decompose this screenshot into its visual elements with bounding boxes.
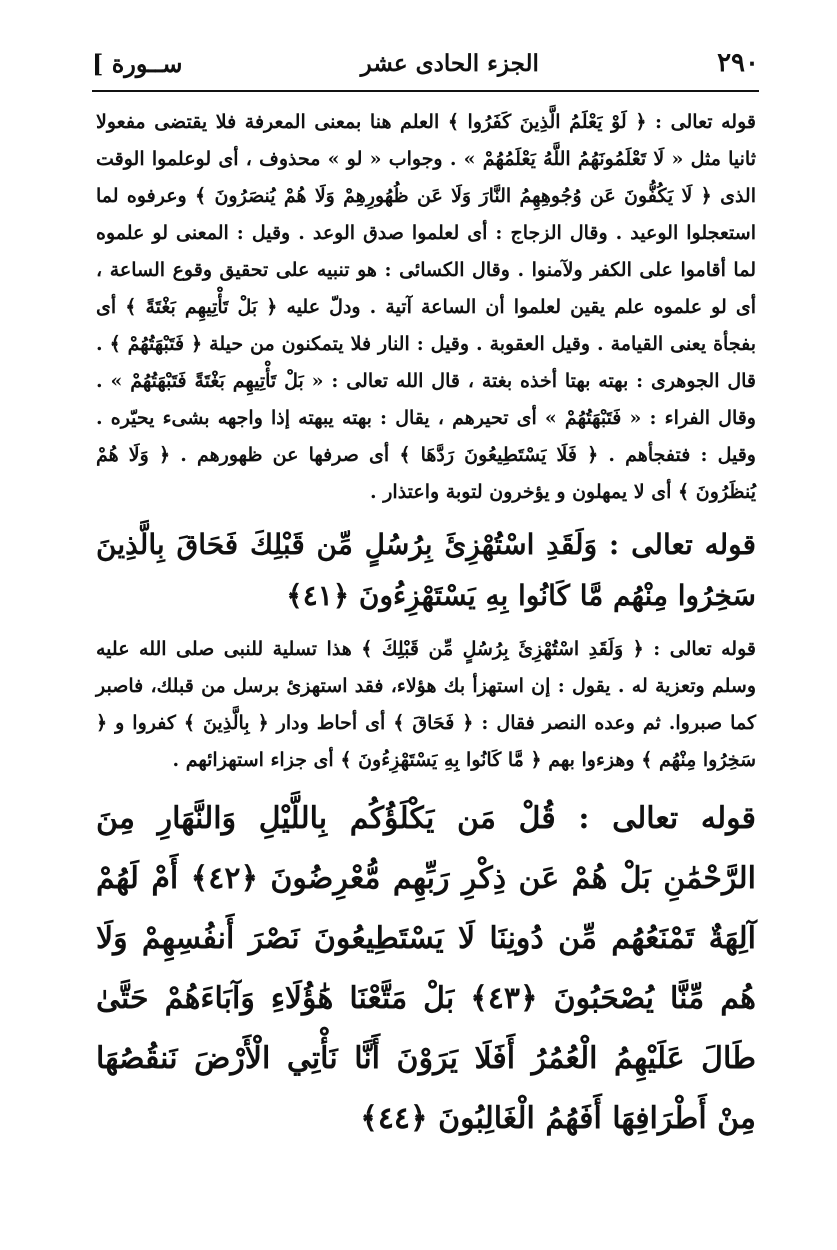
commentary-paragraph: قوله تعالى : ﴿ وَلَقَدِ اسْتُهْزِئَ بِرُسُلٍ مِّن قَبْلِكَ ﴾ هذا تسلية للنبى صلى الله عليه وسلم وتعزية له . يقول : إن استهزأ بك هؤلاء، فقد استهزئ برسل من قبلك، فاصبر كما صبروا. ثم وعده النصر فقال : ﴿ فَحَاقَ ﴾ أى أحاط ودار ﴿ بِالَّذِينَ ﴾ كفروا و ﴿ سَخِرُوا مِنْهُم ﴾ وهزءوا بهم ﴿ مَّا كَانُوا بِهِ يَسْتَهْزِءُونَ ﴾ أى جزاء استهزائهم .: [96, 638, 756, 771]
page-header: [92, 38, 759, 88]
page-number: ٢٩٠: [717, 48, 759, 78]
sura-label: [ ســورة: [92, 48, 183, 78]
verse-paragraph: قوله تعالى : قُلْ مَن يَكْلَؤُكُم بِاللَّيْلِ وَالنَّهَارِ مِنَ الرَّحْمَٰنِ بَلْ هُمْ عَن ذِكْرِ رَبِّهِم مُّعْرِضُونَ ﴿٤٢﴾ أَمْ لَهُمْ آلِهَةٌ تَمْنَعُهُم مِّن دُونِنَا لَا يَسْتَطِيعُونَ نَصْرَ أَنفُسِهِمْ وَلَا هُم مِّنَّا يُصْحَبُونَ ﴿٤٣﴾ بَلْ مَتَّعْنَا هَٰؤُلَاءِ وَآبَاءَهُمْ حَتَّىٰ طَالَ عَلَيْهِمُ الْعُمُرُ أَفَلَا يَرَوْنَ أَنَّا نَأْتِي الْأَرْضَ نَنقُصُهَا مِنْ أَطْرَافِهَا أَفَهُمُ الْغَالِبُونَ ﴿٤٤﴾: [96, 801, 757, 1136]
part-title: الجزء الحادى عشر: [360, 49, 539, 77]
verse-paragraph: قوله تعالى : وَلَقَدِ اسْتُهْزِئَ بِرُسُلٍ مِّن قَبْلِكَ فَحَاقَ بِالَّذِينَ سَخِرُوا مِنْهُم مَّا كَانُوا بِهِ يَسْتَهْزِءُونَ ﴿٤١﴾: [96, 528, 756, 612]
page-body: [96, 104, 756, 1159]
commentary-paragraph: قوله تعالى : ﴿ لَوْ يَعْلَمُ الَّذِينَ كَفَرُوا ﴾ العلم هنا بمعنى المعرفة فلا يقتضى مفعولا ثانيا مثل « لَا تَعْلَمُونَهُمُ اللَّهُ يَعْلَمُهُمْ » . وجواب « لو » محذوف ، أى لوعلموا الوقت الذى ﴿ لَا يَكُفُّونَ عَن وُجُوهِهِمُ النَّارَ وَلَا عَن ظُهُورِهِمْ وَلَا هُمْ يُنصَرُونَ ﴾ وعرفوه لما استعجلوا الوعيد . وقال الزجاج : أى لعلموا صدق الوعد . وقيل : المعنى لو علموه لما أقاموا على الكفر ولآمنوا . وقال الكسائى : هو تنبيه على تحقيق وقوع الساعة ، أى لو علموه علم يقين لعلموا أن الساعة آتية . ودلّ عليه ﴿ بَلْ تَأْتِيهِم بَغْتَةً ﴾ أى بفجأة يعنى القيامة . وقيل العقوبة . وقيل : النار فلا يتمكنون من حيلة ﴿ فَتَبْهَتُهُمْ ﴾ . قال الجوهرى : بهته بهتا أخذه بغتة ، قال الله تعالى : « بَلْ تَأْتِيهِم بَغْتَةً فَتَبْهَتُهُمْ » . وقال الفراء : « فَتَبْهَتُهُمْ » أى تحيرهم ، يقال : بهته يبهته إذا واجهه بشىء يحيّره . وقيل : فتفجأهم . ﴿ فَلَا يَسْتَطِيعُونَ رَدَّهَا ﴾ أى صرفها عن ظهورهم . ﴿ وَلَا هُمْ يُنظَرُونَ ﴾ أى لا يمهلون و يؤخرون لتوبة واعتذار .: [96, 111, 756, 503]
header-rule: [92, 90, 759, 92]
